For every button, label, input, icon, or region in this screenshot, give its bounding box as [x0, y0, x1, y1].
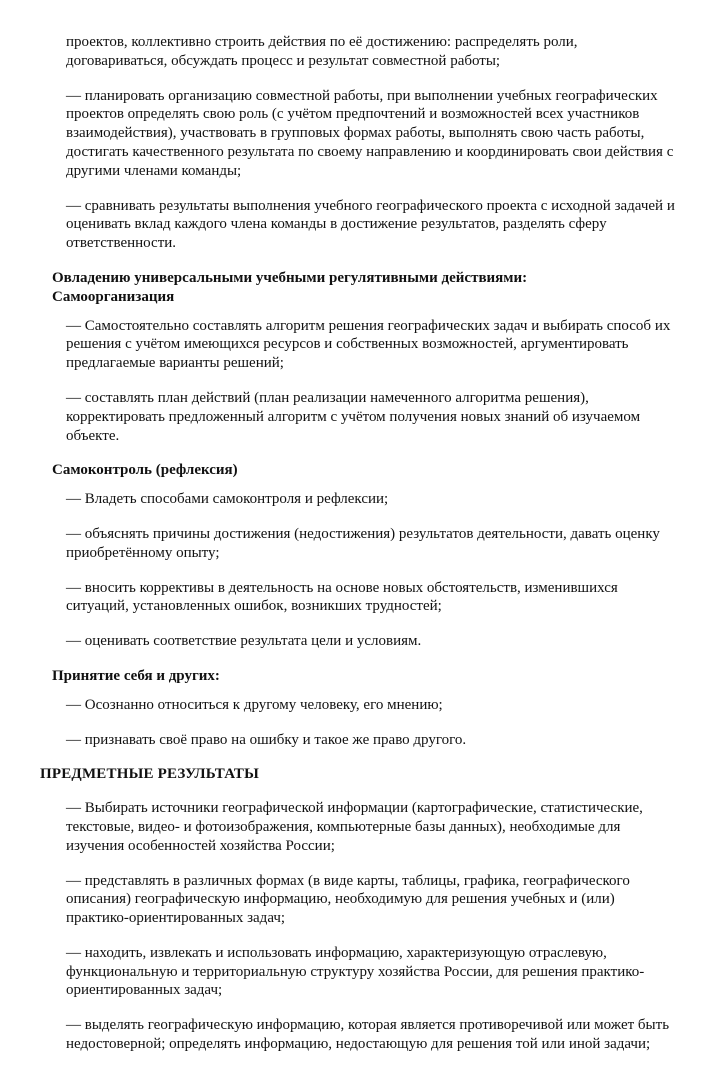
subject-item-sources: — Выбирать источники географической информации (картографические, статистические, текстовые, видео- и фотоизображения, компьютерные базы данных), необходимые для изучения особенностей хозяйства России;: [66, 800, 643, 854]
subject-item-represent: — представлять в различных формах (в виде карты, таблицы, графика, географического описания) географическую информацию, необходимую для решения учебных и (или) практико-ориентированных задач;: [66, 872, 630, 927]
selfcontrol-item-methods: — Владеть способами самоконтроля и рефлексии;: [66, 491, 389, 508]
regulative-item-plan: — составлять план действий (план реализации намеченного алгоритма решения), корректировать предложенный алгоритм с учётом получения новых знаний об изучаемом объекте.: [66, 389, 641, 444]
regulative-heading-block: [0, 269, 724, 307]
subject-item-extract: — находить, извлекать и использовать информацию, характеризующую отраслевую, функциональную и территориальную структуру хозяйства России, для решения практико-ориентированных задач;: [66, 944, 645, 999]
regulative-heading: Овладению универсальными учебными регулятивными действиями:: [52, 269, 528, 286]
selfcontrol-heading-block: [0, 461, 724, 480]
self-organization-subheading: Самоорганизация: [52, 288, 175, 305]
subject-item-contradictory: — выделять географическую информацию, которая является противоречивой или может быть недостоверной; определять информацию, недостающую для решения той или иной задачи;: [66, 1017, 670, 1053]
acceptance-item-mistake: — признавать своё право на ошибку и такое же право другого.: [66, 731, 467, 748]
paragraph-plan-joint-work: — планировать организацию совместной работы, при выполнении учебных географических проектов определять свою роль (с учётом предпочтений и возможностей всех участников взаимодействия), участвовать в групповых формах работы, выполнять свою часть работы, достигать качественного результата по своему направлению и координировать свои действия с другими членами команды;: [66, 87, 674, 179]
subject-results-title: ПРЕДМЕТНЫЕ РЕЗУЛЬТАТЫ: [40, 766, 260, 783]
selfcontrol-item-corrections: — вносить коррективы в деятельность на основе новых обстоятельств, изменившихся ситуаций, установленных ошибок, возникших трудностей;: [66, 579, 618, 615]
acceptance-item-respect: — Осознанно относиться к другому человеку, его мнению;: [66, 696, 443, 713]
selfcontrol-item-explain: — объяснять причины достижения (недостижения) результатов деятельности, давать оценку приобретённому опыту;: [66, 525, 660, 561]
paragraph-compare-results: — сравнивать результаты выполнения учебного географического проекта с исходной задачей и оценивать вклад каждого члена команды в достижение результатов, разделять сферу ответственности.: [66, 197, 675, 252]
regulative-item-algorithm: — Самостоятельно составлять алгоритм решения географических задач и выбирать способ их решения с учётом имеющихся ресурсов и собственных возможностей, аргументировать предлагаемые варианты решений;: [66, 317, 671, 372]
acceptance-heading: Принятие себя и других:: [52, 667, 220, 684]
acceptance-heading-block: [0, 667, 724, 686]
selfcontrol-heading: Самоконтроль (рефлексия): [52, 462, 238, 479]
selfcontrol-item-evaluate: — оценивать соответствие результата цели и условиям.: [66, 633, 422, 650]
paragraph-collective-actions: проектов, коллективно строить действия по её достижению: распределять роли, договариваться, обсуждать процесс и результат совместной работы;: [66, 34, 578, 69]
document-content: [0, 33, 724, 1070]
